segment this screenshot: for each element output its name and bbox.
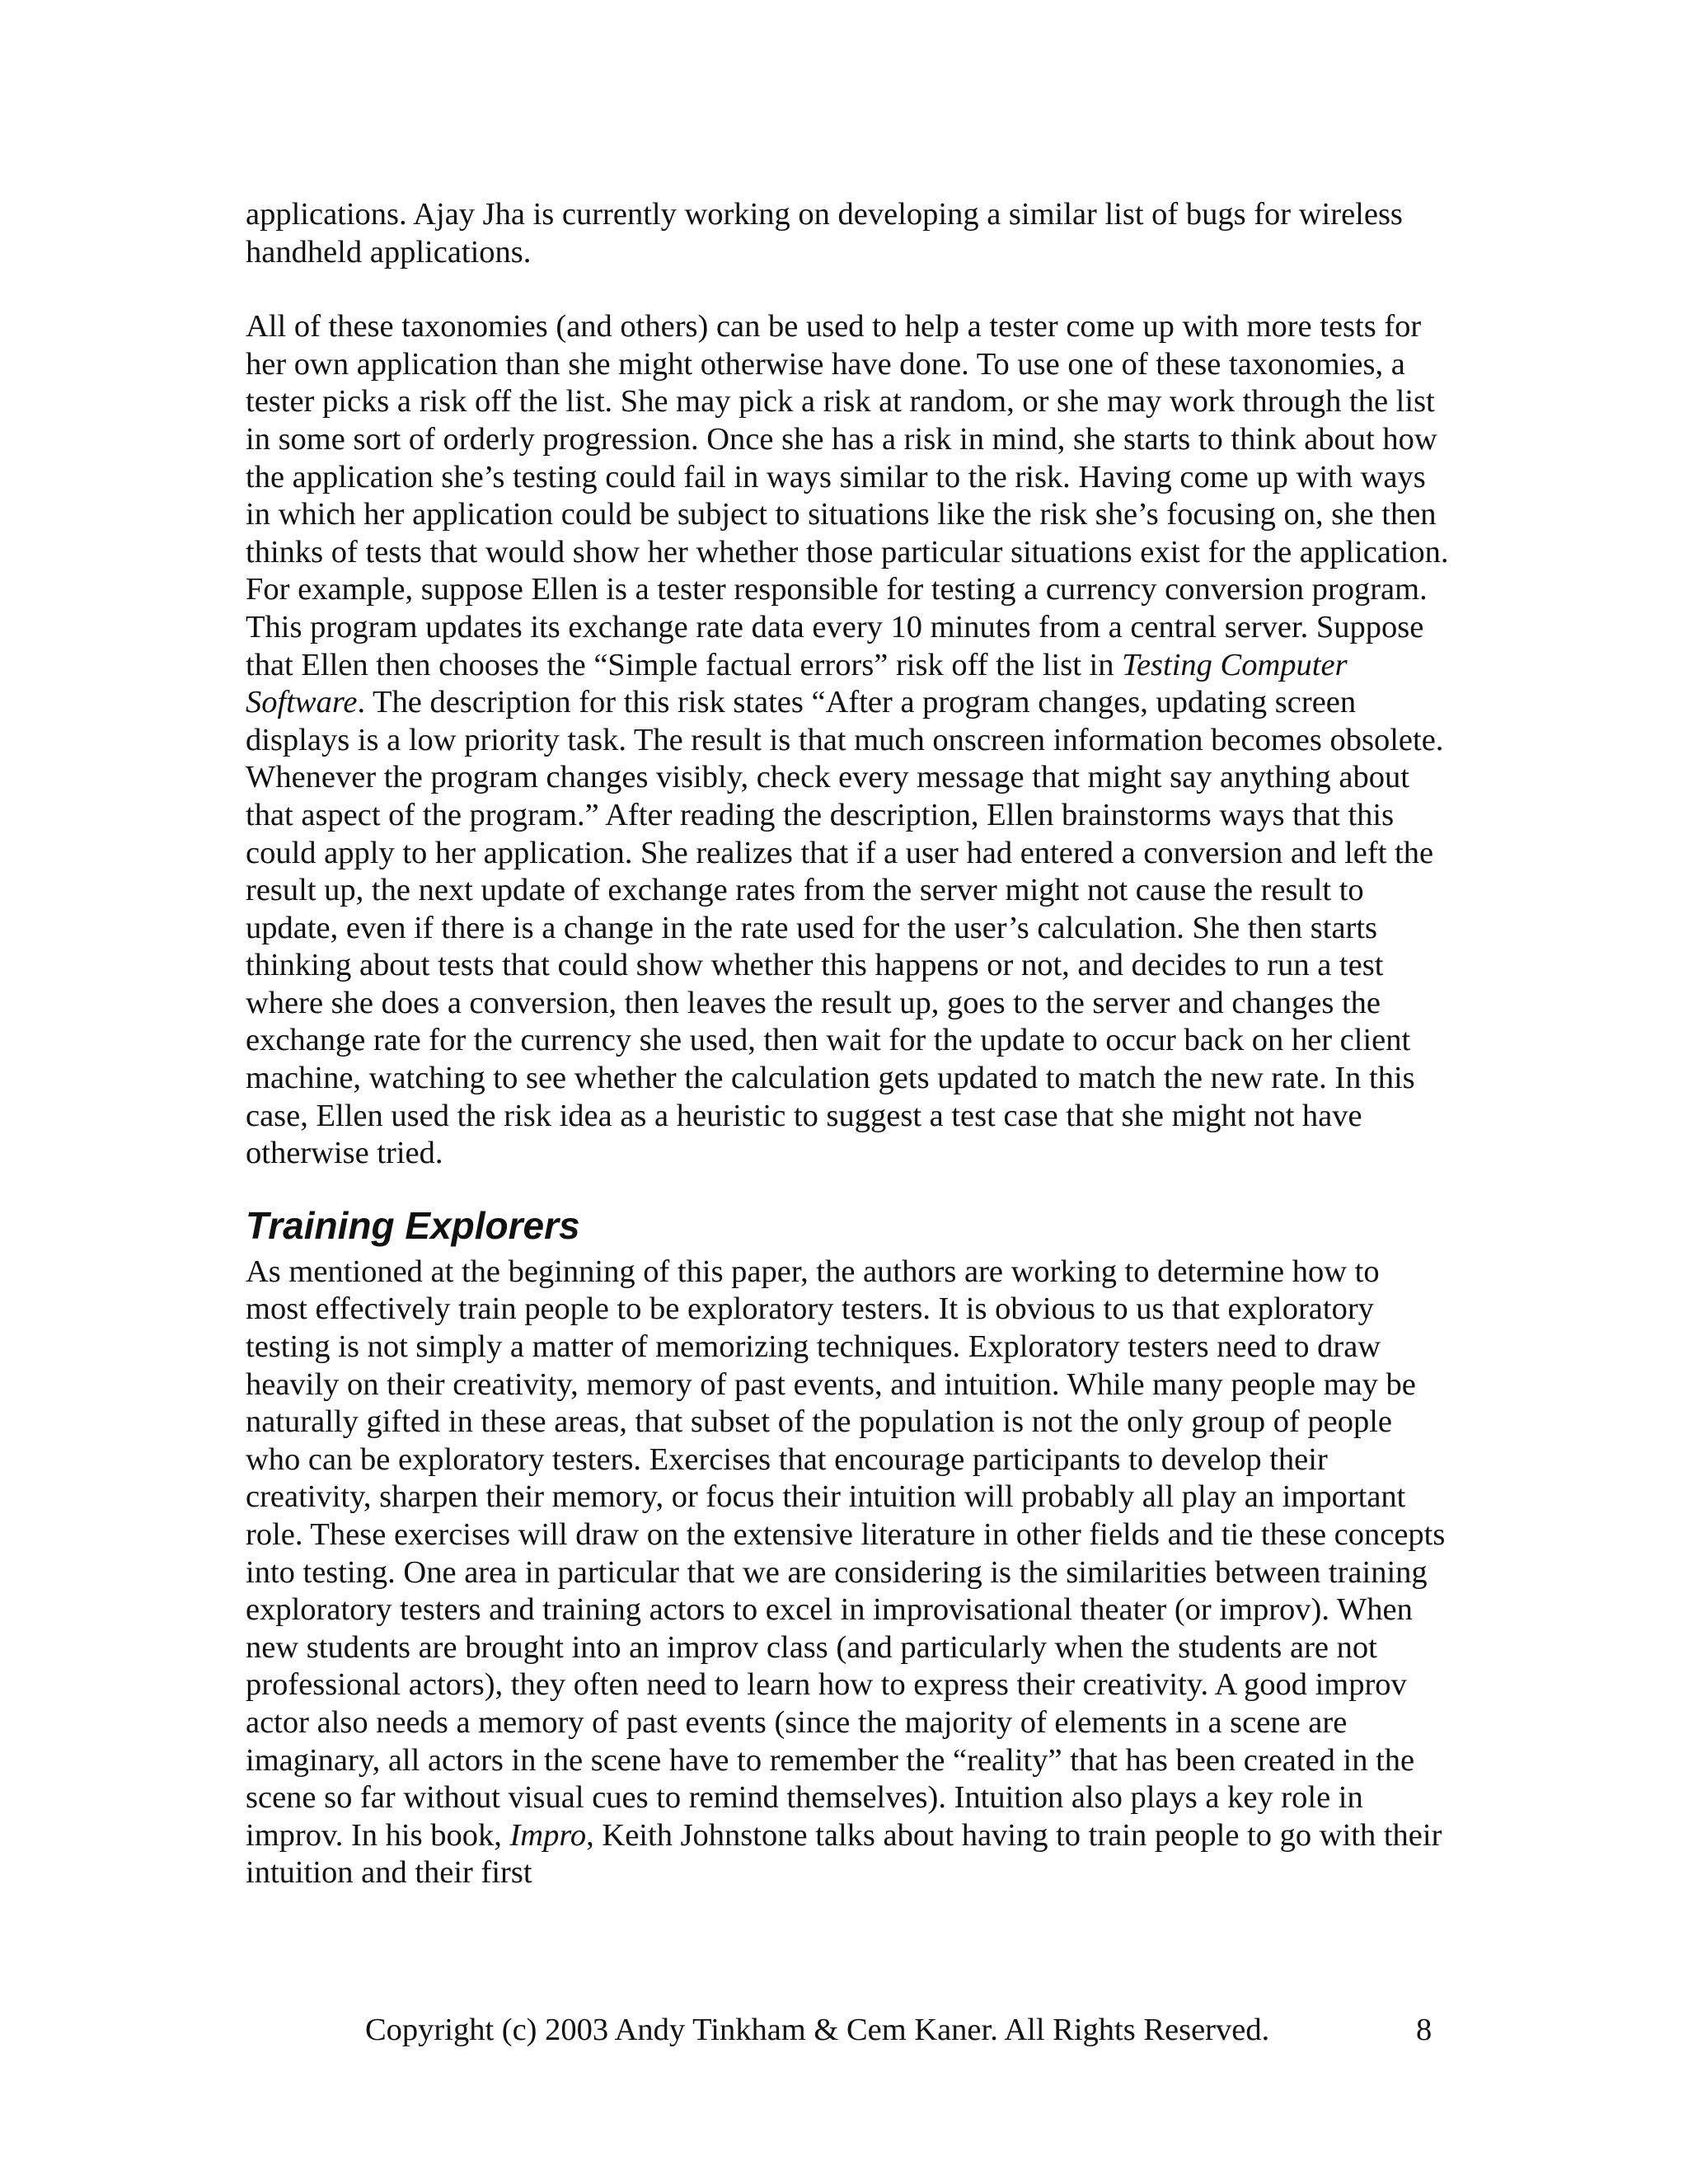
paragraph-taxonomies: All of these taxonomies (and others) can be used to help a tester come up with more tests for her own application than she might otherwise have done. To use one of these taxonomies, a tester picks a risk off the list. She may pick a risk at random, or she may work through the list in some sort of orderly progression. Once she has a risk in mind, she starts to think about how the application she’s testing could fail in ways similar to the risk. Having come up with ways in which her application could be subject to situations like the risk she’s focusing on, she then thinks of tests that would show her whether those particular situations exist for the application. xyxy=(246,309,1449,569)
copyright-notice: Copyright (c) 2003 Andy Tinkham & Cem Kaner. All Rights Reserved. xyxy=(365,2013,1270,2047)
paragraph-training-explorers xyxy=(246,1254,1449,1892)
book-title-testing-computer-software: Testing Computer Software xyxy=(246,647,1348,720)
training-text-end: , Keith Johnstone talks about having to train people to go with their intuition and their first xyxy=(246,1817,1442,1891)
page-body xyxy=(246,196,1449,1892)
ellen-example-text-end: . The description for this risk states “After a program changes, updating screen displays is a low priority task. The result is that much onscreen information becomes obsolete. Whenever the program changes visibly, check every message that might say anything about that aspect of the program.” After reading the description, Ellen brainstorms ways that this could apply to her application. She realizes that if a user had entered a conversion and left the result up, the next update of exchange rates from the server might not cause the result to update, even if there is a change in the rate used for the user’s calculation. She then starts thinking about tests that could show whether this happens or not, and decides to run a test where she does a conversion, then leaves the result up, goes to the server and changes the exchange rate for the currency she used, then wait for the update to occur back on her client machine, watching to see whether the calculation gets updated to match the new rate. In this case, Ellen used the risk idea as a heuristic to suggest a test case that she might not have otherwise tried. xyxy=(246,685,1444,1171)
training-text-start: As mentioned at the beginning of this paper, the authors are working to determine how to most effectively train people to be exploratory testers. It is obvious to us that exploratory testing is not simply a matter of memorizing techniques. Exploratory testers need to draw heavily on their creativity, memory of past events, and intuition. While many people may be naturally gifted in these areas, that subset of the population is not the only group of people who can be exploratory testers. Exercises that encourage participants to develop their creativity, sharpen their memory, or focus their intuition will probably all play an important role. These exercises will draw on the extensive literature in other fields and tie these concepts into testing. One area in particular that we are considering is the similarities between training exploratory testers and training actors to excel in improvisational theater (or improv). When new students are brought into an improv class (and particularly when the students are not professional actors), they often need to learn how to express their creativity. A good improv actor also needs a memory of past events (since the majority of elements in a scene are imaginary, all actors in the scene have to remember the “reality” that has been created in the scene so far without visual cues to remind themselves). Intuition also plays a key role in improv. In his book, xyxy=(246,1254,1446,1853)
book-title-impro: Impro xyxy=(509,1817,587,1853)
section-heading-training-explorers: Training Explorers xyxy=(246,1203,580,1247)
paragraph-ellen-example xyxy=(246,571,1449,1173)
paragraph-continuation: applications. Ajay Jha is currently working on developing a similar list of bugs for wireless handheld applications. xyxy=(246,197,1403,269)
paragraph-gap xyxy=(246,271,1449,308)
page-number: 8 xyxy=(1416,2013,1432,2047)
ellen-example-text-start: For example, suppose Ellen is a tester responsible for testing a currency conversion program. This program updates its exchange rate data every 10 minutes from a central server. Suppose that Ellen then chooses the “Simple factual errors” risk off the list in xyxy=(246,572,1428,682)
